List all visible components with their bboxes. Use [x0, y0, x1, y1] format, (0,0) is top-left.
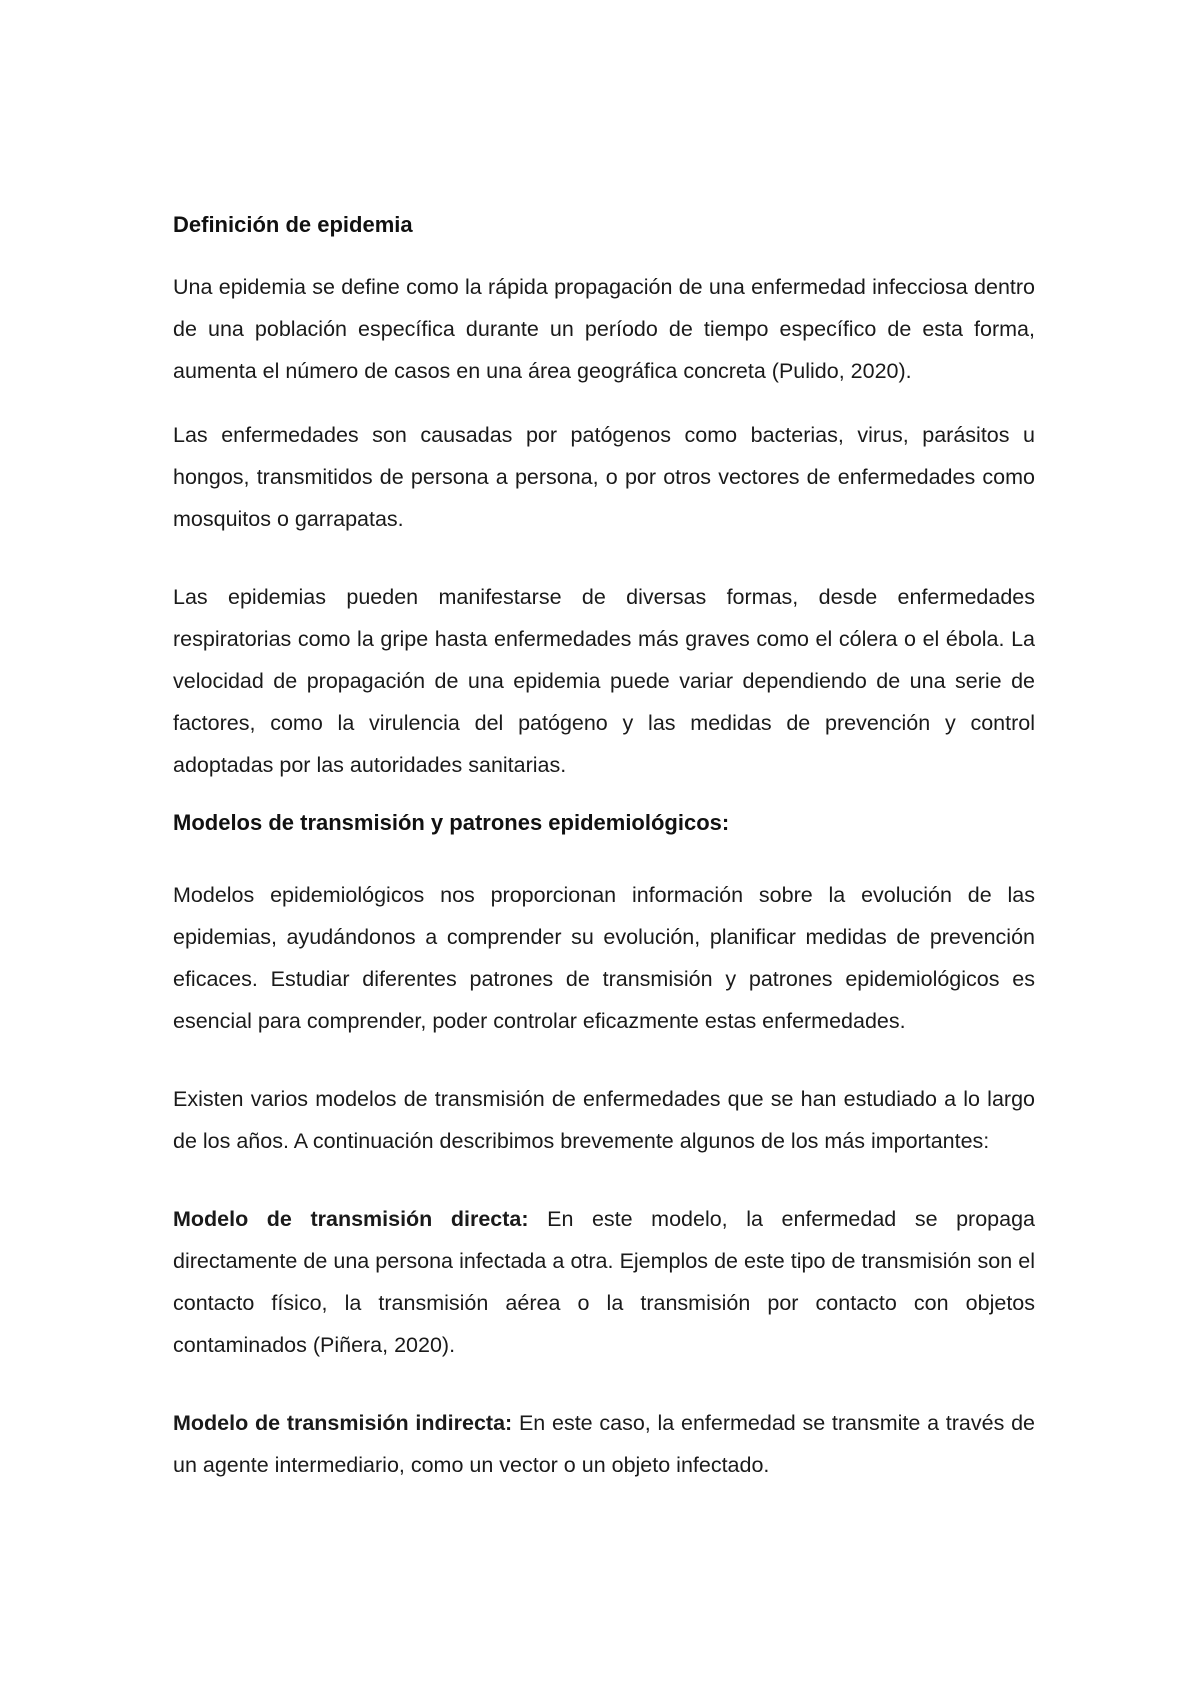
term-modelo-directa: Modelo de transmisión directa:	[173, 1207, 529, 1231]
heading-modelos-transmision: Modelos de transmisión y patrones epidemiológicos:	[173, 810, 730, 835]
paragraph-causas: Las enfermedades son causadas por patógenos como bacterias, virus, parásitos u hongos, transmitidos de persona a persona, o por otros vectores de enfermedades como mosquitos o garrapatas.	[173, 423, 1035, 531]
paragraph-existen-modelos: Existen varios modelos de transmisión de enfermedades que se han estudiado a lo largo de los años. A continuación describimos brevemente algunos de los más importantes:	[173, 1087, 1035, 1153]
paragraph-modelos-epidemiologicos: Modelos epidemiológicos nos proporcionan información sobre la evolución de las epidemias, ayudándonos a comprender su evolución, planificar medidas de prevención eficaces. Estudiar diferentes patrones de transmisión y patrones epidemiológicos es esencial para comprender, poder controlar eficazmente estas enfermedades.	[173, 883, 1035, 1033]
document-page	[173, 210, 1035, 1486]
paragraph-modelo-directa	[173, 1198, 1035, 1366]
paragraph-definicion: Una epidemia se define como la rápida propagación de una enfermedad infecciosa dentro de una población específica durante un período de tiempo específico de esta forma, aumenta el número de casos en una área geográfica concreta (Pulido, 2020).	[173, 275, 1035, 383]
text-modelo-directa: En este modelo, la enfermedad se propaga directamente de una persona infectada a otra. Ejemplos de este tipo de transmisión son el contacto físico, la transmisión aérea o la transmisión por contacto con objetos contaminados (Piñera, 2020).	[173, 1207, 1035, 1357]
term-modelo-indirecta: Modelo de transmisión indirecta:	[173, 1411, 513, 1435]
heading-definicion-epidemia: Definición de epidemia	[173, 212, 413, 237]
paragraph-manifestaciones: Las epidemias pueden manifestarse de diversas formas, desde enfermedades respiratorias como la gripe hasta enfermedades más graves como el cólera o el ébola. La velocidad de propagación de una epidemia puede variar dependiendo de una serie de factores, como la virulencia del patógeno y las medidas de prevención y control adoptadas por las autoridades sanitarias.	[173, 585, 1035, 777]
paragraph-modelo-indirecta	[173, 1402, 1035, 1486]
text-modelo-indirecta: En este caso, la enfermedad se transmite a través de un agente intermediario, como un vector o un objeto infectado.	[173, 1411, 1035, 1477]
